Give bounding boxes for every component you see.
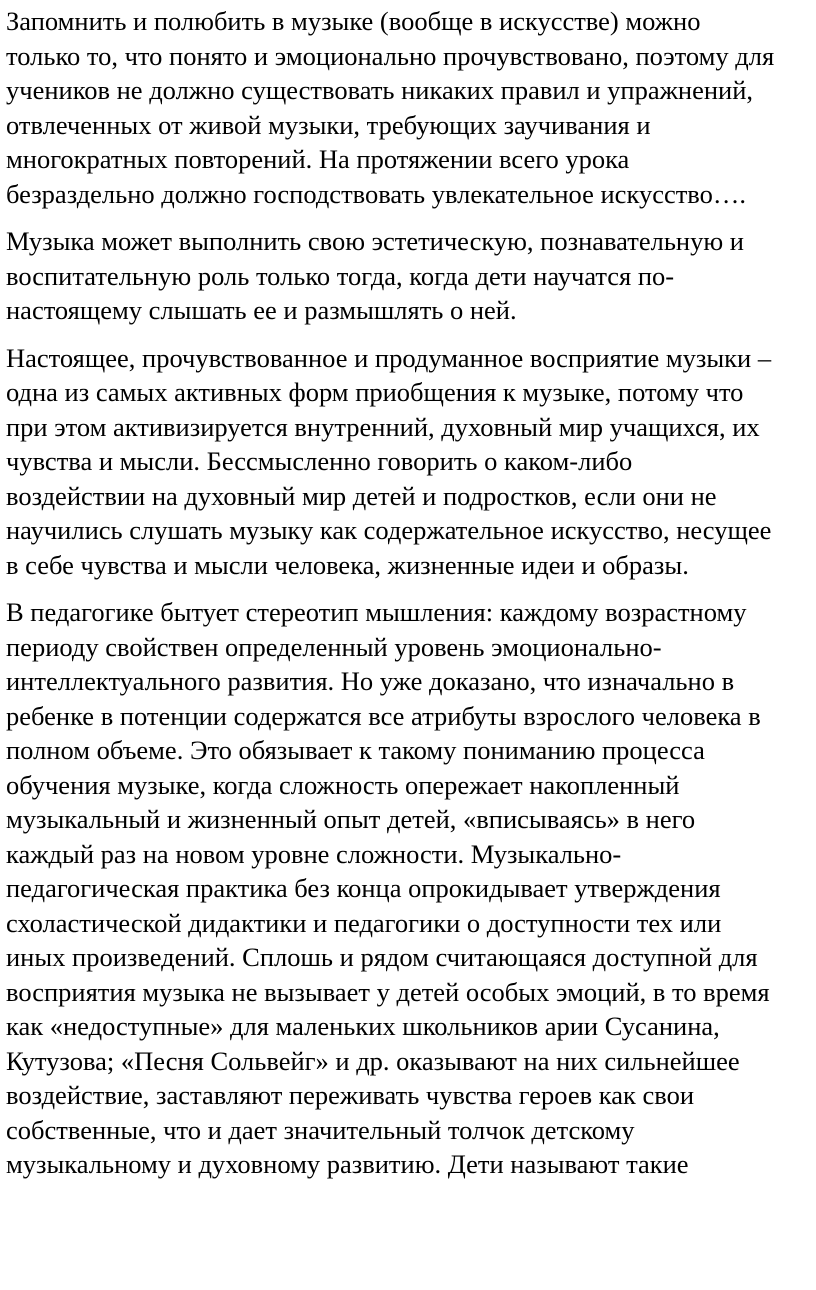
text-line: Кутузова; «Песня Сольвейг» и др. оказывают на них сильнейшее (6, 1045, 740, 1076)
text-line: как «недоступные» для маленьких школьников арии Сусанина, (6, 1011, 720, 1041)
text-line: учеников не должно существовать никаких правил и упражнений, (6, 75, 754, 105)
text-line: многократных повторений. На протяжении всего урока (6, 144, 630, 174)
text-line: воспитательную роль только тогда, когда дети научатся по- (6, 260, 675, 291)
text-line: Запомнить и полюбить в музыке (вообще в искусстве) можно (6, 6, 701, 36)
text-line: иных произведений. Сплошь и рядом считающаяся доступной для (6, 942, 758, 972)
paragraph-2 (6, 224, 816, 328)
text-line: восприятия музыка не вызывает у детей особых эмоций, в то время (6, 976, 770, 1007)
text-line: В педагогике бытует стереотип мышления: каждому возрастному (6, 597, 747, 627)
text-line: каждый раз на новом уровне сложности. Музыкально- (6, 838, 622, 869)
text-line: настоящему слышать ее и размышлять о ней. (6, 295, 517, 325)
text-line: интеллектуального развития. Но уже доказано, что изначально в (6, 666, 735, 696)
text-line: ребенке в потенции содержатся все атрибуты взрослого человека в (6, 700, 761, 731)
text-line: педагогическая практика без конца опрокидывает утверждения (6, 873, 721, 903)
paragraph-4 (6, 595, 816, 1182)
text-line: Музыка может выполнить свою эстетическую, познавательную и (6, 226, 744, 256)
text-line: периоду свойствен определенный уровень эмоционально- (6, 631, 662, 662)
text-line: чувства и мысли. Бессмысленно говорить о каком-либо (6, 446, 633, 476)
text-line: отвлеченных от живой музыки, требующих заучивания и (6, 109, 651, 140)
text-line: полном объеме. Это обязывает к такому пониманию процесса (6, 735, 705, 765)
text-line: при этом активизируется внутренний, духовный мир учащихся, их (6, 411, 760, 442)
text-line: одна из самых активных форм приобщения к музыке, потому что (6, 377, 744, 407)
text-line: обучения музыке, когда сложность опережает накопленный (6, 769, 680, 800)
text-line: в себе чувства и мысли человека, жизненные идеи и образы. (6, 549, 689, 580)
paragraph-1 (6, 4, 816, 211)
text-line: Настоящее, прочувствованное и продуманное восприятие музыки – (6, 342, 772, 373)
text-line: музыкальному и духовному развитию. Дети называют такие (6, 1149, 689, 1179)
text-line: только то, что понято и эмоционально прочувствовано, поэтому для (6, 40, 775, 71)
text-line: воздействие, заставляют переживать чувства героев как свои (6, 1080, 695, 1110)
text-line: безраздельно должно господствовать увлекательное искусство…. (6, 178, 747, 209)
text-line: воздействии на духовный мир детей и подростков, если они не (6, 480, 717, 511)
text-line: научились слушать музыку как содержательное искусство, несущее (6, 515, 772, 545)
text-line: схоластической дидактики и педагогики о доступности тех или (6, 907, 722, 938)
paragraph-3 (6, 341, 816, 583)
text-line: музыкальный и жизненный опыт детей, «вписываясь» в него (6, 804, 696, 834)
text-line: собственные, что и дает значительный толчок детскому (6, 1114, 635, 1145)
